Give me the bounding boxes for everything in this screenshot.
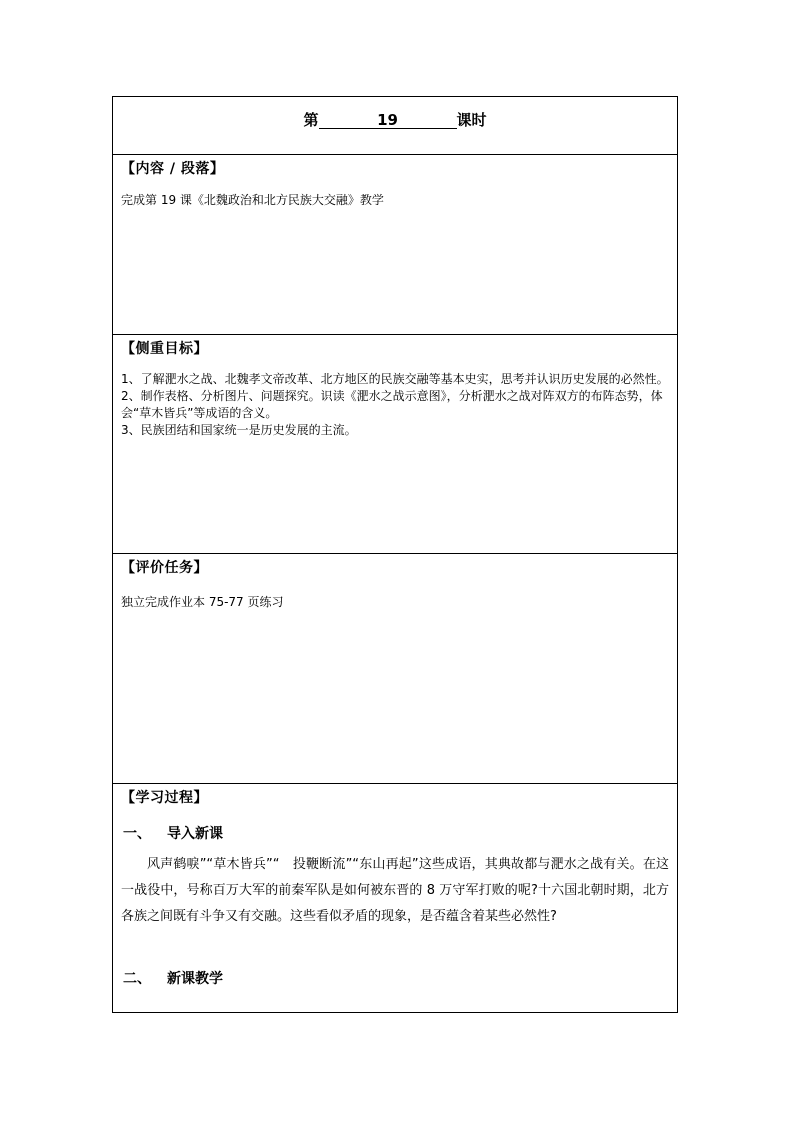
objective-item: 3、民族团结和国家统一是历史发展的主流。 [121,423,357,437]
intro-paragraph: 风声鹤唳”“草木皆兵”“ 投鞭断流”“东山再起”这些成语，其典故都与淝水之战有关。在这一战役中，号称百万大军的前秦军队是如何被东晋的 8 万守军打败的呢?十六国北朝时期，北方各族之间既有斗争又有交融。这些看似矛盾的现象，是否蕴含着某些必然性? [121,857,669,924]
objective-item: 2、制作表格、分析图片、问题探究。识读《淝水之战示意图》，分析淝水之战对阵双方的布阵态势，体会“草木皆兵”等成语的含义。 [121,389,663,420]
part-one-heading [123,823,223,843]
lesson-title [113,109,677,130]
objectives-heading: 【侧重目标】 [121,341,208,357]
evaluation-text: 独立完成作业本 75-77 页练习 [121,595,284,609]
title-suffix: 课时 [456,111,487,129]
process-row [113,784,677,1012]
part-one-number: 一、 [123,826,151,842]
content-heading: 【内容 / 段落】 [121,161,225,177]
part-two-title: 新课教学 [167,971,223,987]
part-two-number: 二、 [123,971,151,987]
title-prefix: 第 [303,111,319,129]
evaluation-heading: 【评价任务】 [121,560,208,576]
lesson-header-row [113,97,677,155]
lesson-plan-table [112,96,678,1013]
objectives-list [121,371,669,439]
part-two-heading [123,968,223,988]
content-row [113,155,677,335]
objectives-row [113,335,677,554]
lesson-number: 19 [319,112,457,129]
evaluation-row [113,554,677,784]
content-text: 完成第 19 课《北魏政治和北方民族大交融》教学 [121,193,384,207]
objective-item: 1、了解淝水之战、北魏孝文帝改革、北方地区的民族交融等基本史实，思考并认识历史发展的必然性。 [121,372,669,386]
process-heading: 【学习过程】 [121,790,208,806]
part-one-title: 导入新课 [167,826,223,842]
